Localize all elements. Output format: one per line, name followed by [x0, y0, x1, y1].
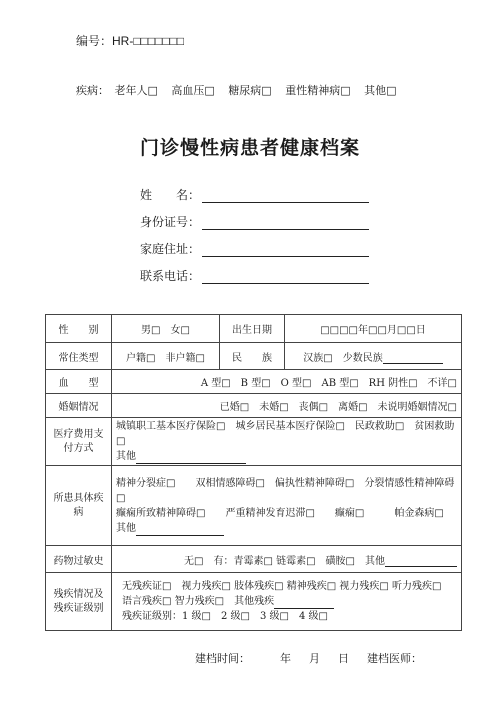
day-label: 日	[338, 652, 349, 665]
marriage-label: 婚姻情况	[46, 394, 112, 418]
disease-category-label: 疾病：	[76, 84, 109, 97]
id-number-input-line[interactable]	[202, 217, 369, 230]
payment-other-line[interactable]	[136, 453, 246, 464]
ethnicity-other-line[interactable]	[383, 353, 443, 364]
table-row	[46, 370, 462, 394]
disease-option-elderly[interactable]: 老年人□	[114, 84, 158, 97]
birth-date-value[interactable]: □□□□年□□月□□日	[285, 315, 462, 343]
birth-date-label: 出生日期	[220, 315, 285, 343]
payment-options-line: 城镇职工基本医疗保险□ 城乡居民基本医疗保险□ 民政救助□ 贫困救助□	[116, 421, 455, 447]
table-row	[46, 418, 462, 466]
disease-other-label: 其他	[116, 522, 136, 534]
disease-option-other[interactable]: 其他□	[364, 84, 397, 97]
ethnicity-label: 民 族	[220, 343, 285, 370]
name-input-line[interactable]	[202, 190, 369, 203]
marriage-options[interactable]: 已婚□ 未婚□ 丧偶□ 离婚□ 未说明婚姻情况□	[112, 394, 462, 418]
phone-input-line[interactable]	[202, 271, 369, 284]
name-field	[140, 186, 369, 203]
table-row	[46, 546, 462, 573]
drug-allergy-options[interactable]	[112, 546, 462, 573]
disease-options-line-1: 精神分裂症□ 双相情感障碍□ 偏执性精神障碍□ 分裂情感性精神障碍□	[116, 477, 455, 504]
blood-type-options[interactable]: A 型□ B 型□ O 型□ AB 型□ RH 阴性□ 不详□	[112, 370, 462, 394]
month-label: 月	[309, 652, 320, 665]
specific-disease-label: 所患具体疾病	[46, 466, 112, 546]
disease-option-mental-illness[interactable]: 重性精神病□	[285, 84, 351, 97]
health-record-table	[45, 314, 462, 631]
document-number-value: HR-□□□□□□□	[112, 34, 185, 48]
disability-label: 残疾情况及残疾证级别	[46, 573, 112, 631]
blood-type-label: 血 型	[46, 370, 112, 394]
payment-method-label: 医疗费用支付方式	[46, 418, 112, 466]
id-number-field	[140, 213, 369, 230]
table-row	[46, 573, 462, 631]
gender-options[interactable]: 男□ 女□	[112, 315, 220, 343]
residence-type-options[interactable]: 户籍□ 非户籍□	[112, 343, 220, 370]
address-input-line[interactable]	[202, 244, 369, 257]
drug-allergy-label: 药物过敏史	[46, 546, 112, 573]
record-doctor-label: 建档医师：	[367, 652, 422, 665]
disability-level-options: 残疾证级别：1 级□ 2 级□ 3 级□ 4 级□	[122, 611, 328, 622]
ethnicity-options[interactable]	[285, 343, 462, 370]
table-row	[46, 343, 462, 370]
year-label: 年	[280, 652, 291, 665]
document-number-label: 编号：	[76, 34, 113, 48]
record-date-label: 建档时间：	[195, 652, 250, 665]
name-label: 姓 名：	[140, 188, 201, 202]
disability-options-line-2: 语言残疾□ 智力残疾□ 其他残疾	[122, 596, 275, 607]
specific-disease-options[interactable]	[112, 466, 462, 546]
table-row	[46, 394, 462, 418]
drug-allergy-text: 无□ 有：青霉素□ 链霉素□ 磺胺□ 其他	[184, 555, 385, 567]
ethnicity-options-text: 汉族□ 少数民族	[303, 352, 383, 364]
record-footer	[195, 650, 422, 666]
disease-options-line-2: 癫痫所致精神障碍□ 严重精神发育迟滞□ 癫痫□ 帕金森病□	[116, 507, 444, 519]
allergy-other-line[interactable]	[385, 556, 457, 567]
phone-label: 联系电话：	[140, 269, 201, 283]
disability-options-line-1: 无残疾证□ 视力残疾□ 肢体残疾□ 精神残疾□ 视力残疾□ 听力残疾□	[122, 581, 442, 592]
disease-category-row	[76, 82, 407, 98]
payment-method-options[interactable]	[112, 418, 462, 466]
disease-option-hypertension[interactable]: 高血压□	[171, 84, 215, 97]
table-row	[46, 466, 462, 546]
residence-type-label: 常住类型	[46, 343, 112, 370]
disability-options[interactable]	[112, 573, 462, 631]
disease-option-diabetes[interactable]: 糖尿病□	[228, 84, 272, 97]
address-label: 家庭住址：	[140, 242, 201, 256]
table-row	[46, 315, 462, 343]
document-number	[76, 32, 184, 49]
gender-label: 性 别	[46, 315, 112, 343]
id-number-label: 身份证号：	[140, 215, 201, 229]
disease-other-line[interactable]	[136, 525, 224, 536]
payment-other-label: 其他	[116, 451, 136, 462]
disability-other-line[interactable]	[274, 598, 334, 609]
phone-field	[140, 267, 369, 284]
page-title: 门诊慢性病患者健康档案	[139, 137, 360, 159]
address-field	[140, 240, 369, 257]
